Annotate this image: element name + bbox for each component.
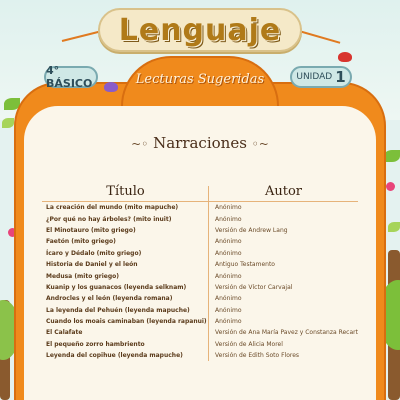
row-author: Versión de Ana María Pavez y Constanza Recart <box>215 329 358 337</box>
table-row <box>42 202 358 213</box>
table-row <box>42 248 358 259</box>
row-author: Anónimo <box>215 295 242 303</box>
table-row <box>42 327 358 338</box>
row-author: Versión de Edith Soto Flores <box>215 352 300 360</box>
row-author: Anónimo <box>215 238 242 246</box>
row-author: Versión de Alicia Morel <box>215 340 283 348</box>
table-row <box>42 213 358 224</box>
title-sign <box>98 8 302 52</box>
table-row <box>42 350 358 361</box>
unit-sign <box>290 66 352 88</box>
unit-number: 1 <box>335 68 346 86</box>
app-title: Lenguaje <box>118 12 282 48</box>
flower-right <box>386 182 395 191</box>
table-header <box>42 182 358 202</box>
row-author: Antiguo Testamento <box>215 261 275 269</box>
row-author: Anónimo <box>215 306 242 314</box>
row-title: Faetón (mito griego) <box>42 236 209 247</box>
row-title: Historia de Daniel y el león <box>42 259 209 270</box>
readings-table <box>42 182 358 361</box>
table-row <box>42 282 358 293</box>
row-author: Anónimo <box>215 272 242 280</box>
ornament-right-icon: ◦~ <box>251 137 269 151</box>
row-author: Versión de Andrew Lang <box>215 226 288 234</box>
section-title: Narraciones <box>153 134 247 152</box>
row-title: Kuanip y los guanacos (leyenda selknam) <box>42 282 209 293</box>
column-header-title: Título <box>106 184 145 199</box>
subtitle-label: Lecturas Sugeridas <box>135 72 265 87</box>
row-title: ¿Por qué no hay árboles? (mito inuit) <box>42 213 209 224</box>
table-row <box>42 225 358 236</box>
row-title: La leyenda del Pehuén (leyenda mapuche) <box>42 305 209 316</box>
grade-sign <box>44 66 98 88</box>
row-title: Ícaro y Dédalo (mito griego) <box>42 248 209 259</box>
row-title: El Minotauro (mito griego) <box>42 225 209 236</box>
row-author: Anónimo <box>215 249 242 257</box>
table-row <box>42 316 358 327</box>
row-title: Cuando los moais caminaban (leyenda rapanui) <box>42 316 209 327</box>
bird-red-icon <box>338 52 352 62</box>
leaf-right-1 <box>384 150 400 162</box>
row-title: Leyenda del copihue (leyenda mapuche) <box>42 350 209 361</box>
row-title: Androcles y el león (leyenda romana) <box>42 293 209 304</box>
leaf-left-2 <box>2 118 14 128</box>
unit-label: UNIDAD <box>296 72 333 82</box>
table-row <box>42 236 358 247</box>
column-header-author: Autor <box>264 184 303 199</box>
table-row <box>42 339 358 350</box>
table-body <box>42 202 358 361</box>
row-title: El pequeño zorro hambriento <box>42 339 209 350</box>
table-row <box>42 270 358 281</box>
row-author: Versión de Víctor Carvajal <box>215 283 293 291</box>
row-author: Anónimo <box>215 215 242 223</box>
row-title: La creación del mundo (mito mapuche) <box>42 202 209 213</box>
bird-purple-icon <box>104 82 118 92</box>
leaf-right-2 <box>388 222 400 232</box>
row-author: Anónimo <box>215 204 242 212</box>
section-heading <box>24 134 376 152</box>
table-row <box>42 293 358 304</box>
row-title: El Calafate <box>42 327 209 338</box>
row-title: Medusa (mito griego) <box>42 270 209 281</box>
grade-label: 4° BÁSICO <box>46 64 93 90</box>
row-author: Anónimo <box>215 318 242 326</box>
table-row <box>42 259 358 270</box>
table-row <box>42 305 358 316</box>
ornament-left-icon: ~◦ <box>131 137 149 151</box>
